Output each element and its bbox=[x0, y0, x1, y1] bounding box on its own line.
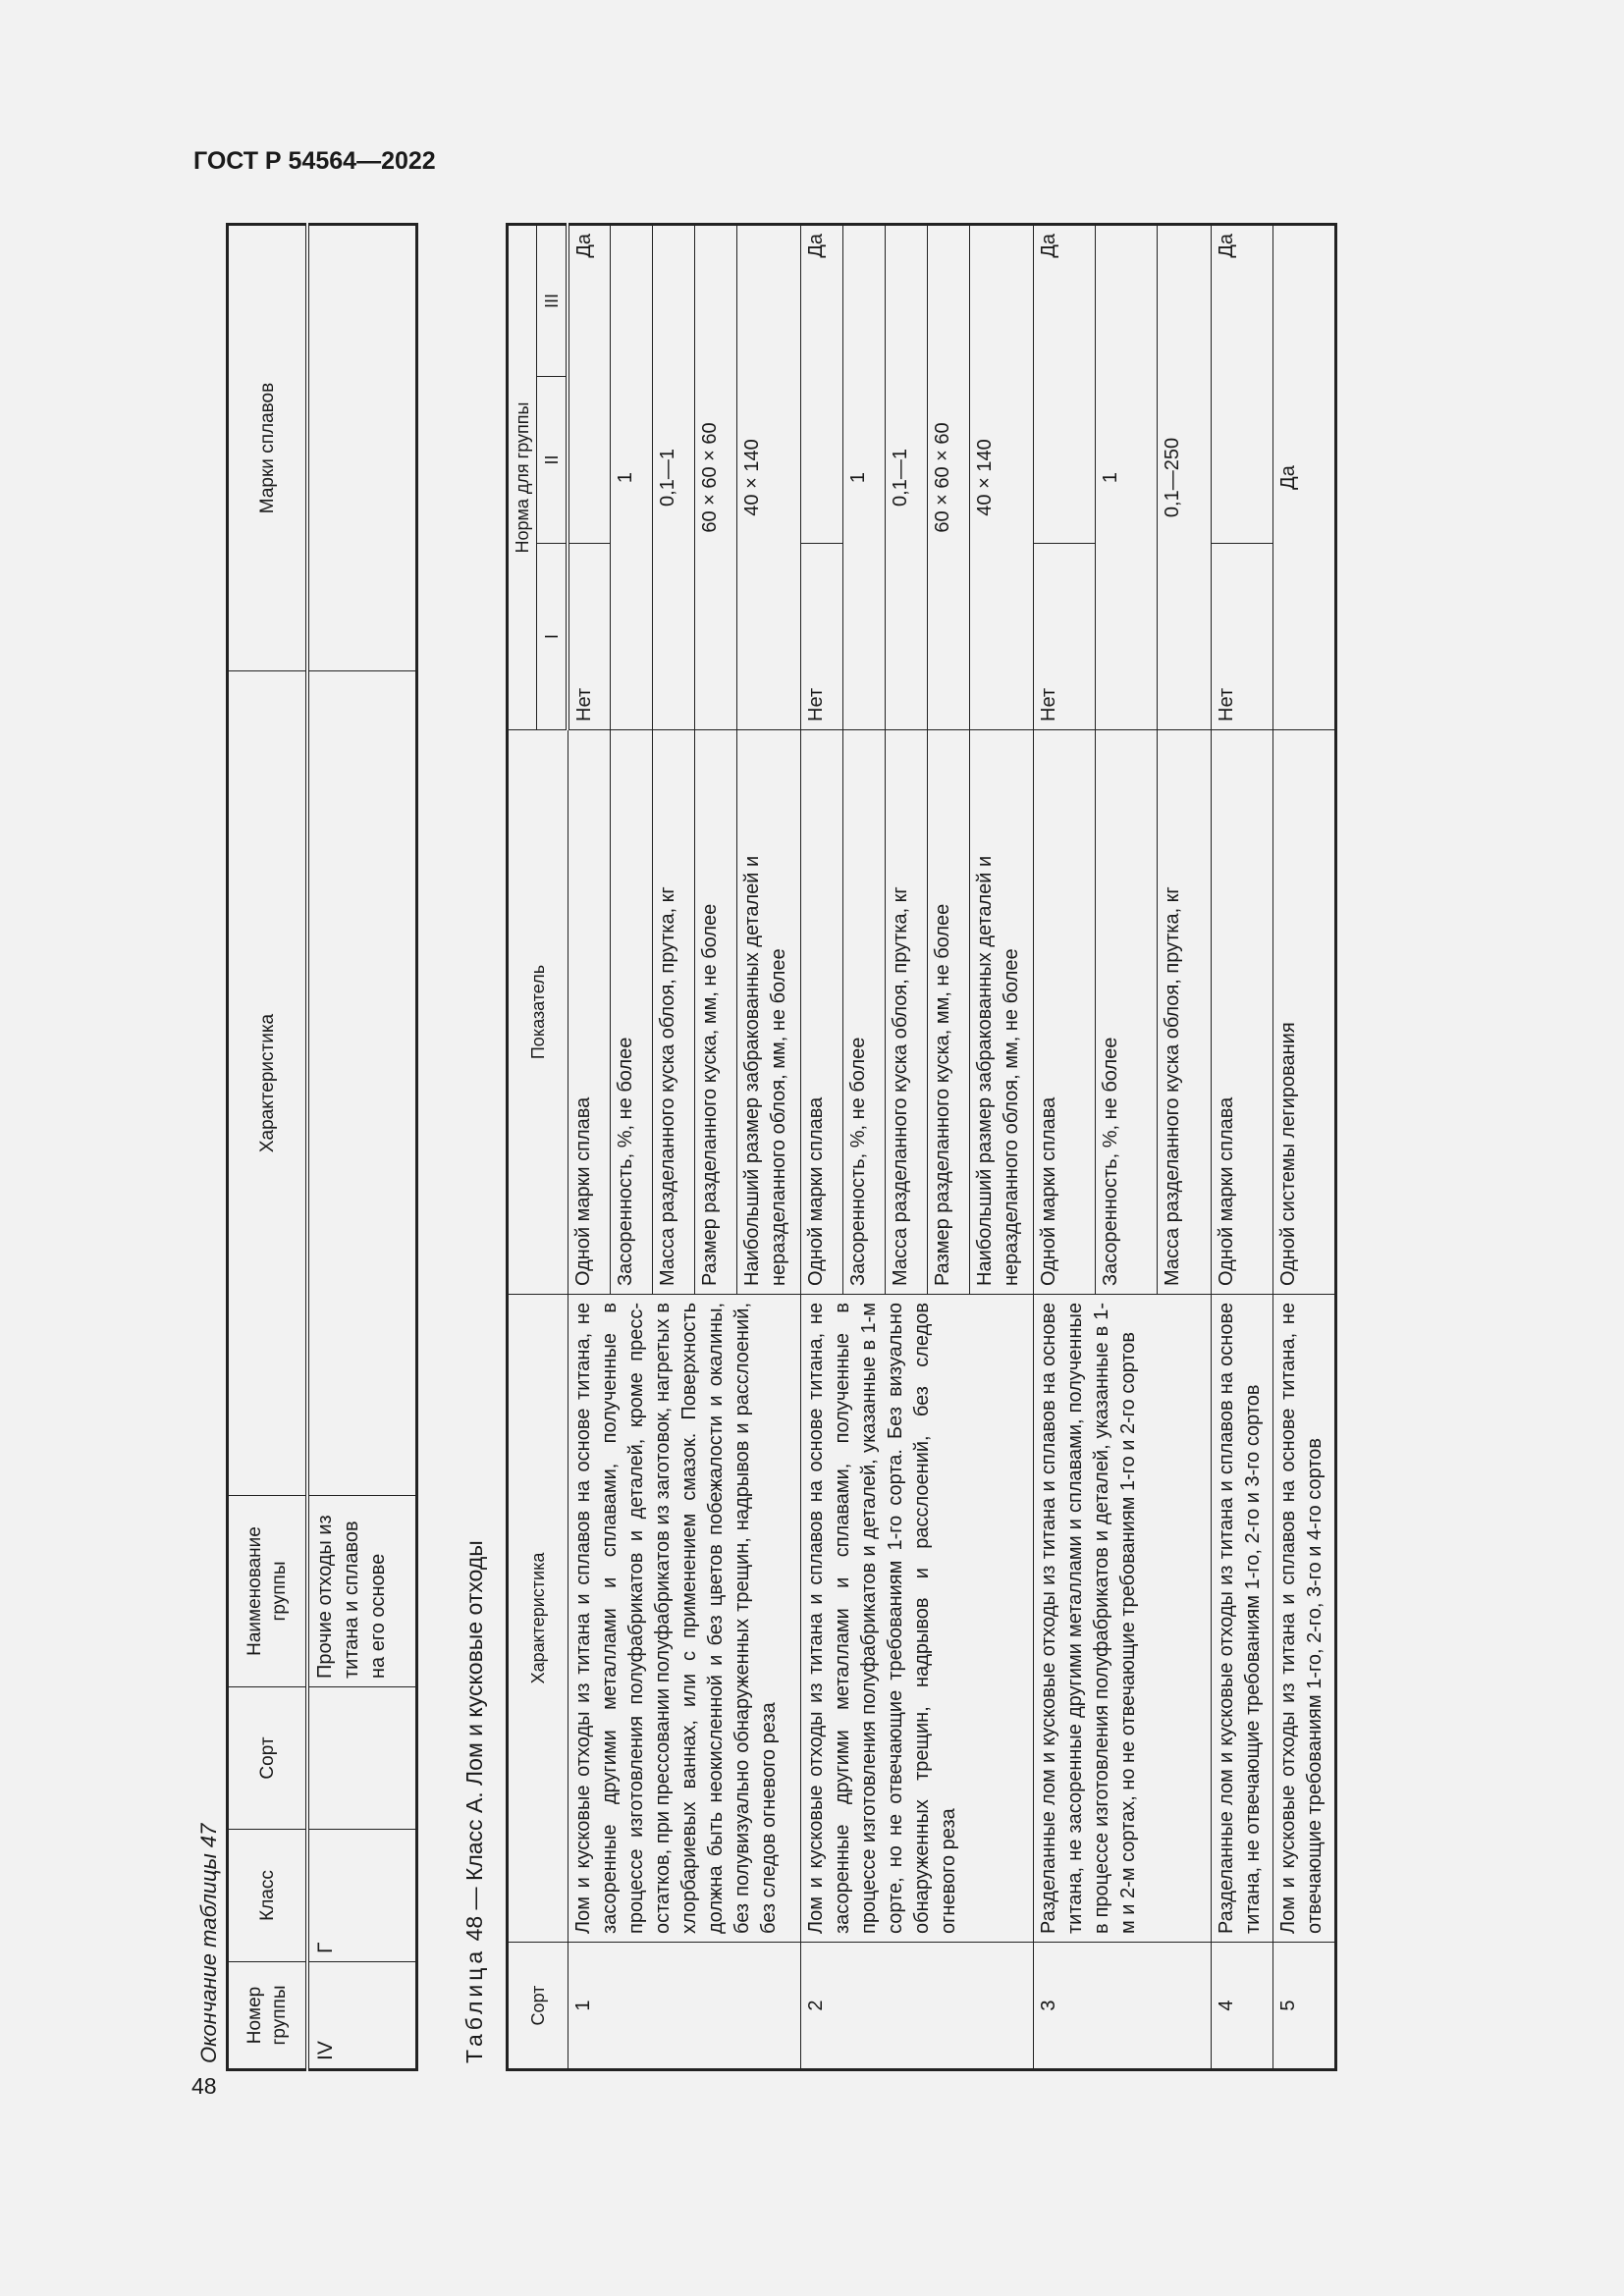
t47-header-class: Класс bbox=[228, 1830, 308, 1962]
t48-r1-val-5: 40 × 140 bbox=[736, 225, 800, 730]
rotated-content bbox=[196, 226, 1414, 2071]
table48-caption-text: 48 — Класс А. Лом и кусковые отходы bbox=[461, 1540, 487, 1942]
table48-caption-prefix: Таблица bbox=[461, 1947, 487, 2063]
t48-r2-ind-4: Размер разделанного куска, мм, не более bbox=[927, 730, 969, 1295]
t48-r3-ind-1: Одной марки сплава bbox=[1033, 730, 1095, 1295]
t48-sort-2: 2 bbox=[800, 1943, 1033, 2070]
t48-r3-g1: Нет bbox=[1033, 544, 1095, 730]
t48-r1-g23: Да bbox=[568, 225, 610, 544]
t48-r2-val-5: 40 × 140 bbox=[969, 225, 1033, 730]
t48-header-sort: Сорт bbox=[508, 1943, 568, 2070]
t48-r1-ind-5: Наибольший размер забракованных деталей и неразделанного облоя, мм, не более bbox=[736, 730, 800, 1295]
t48-char-4: Разделанные лом и кусковые отходы из титана и сплавов на основе титана, не отвечающие требованиям 1-го, 2-го и 3-го сортов bbox=[1211, 1295, 1272, 1943]
t48-sort-5: 5 bbox=[1272, 1943, 1335, 2070]
t47-header-group-name: Наименование группы bbox=[228, 1496, 308, 1687]
t48-r2-ind-3: Масса разделанного куска облоя, прутка, кг bbox=[885, 730, 927, 1295]
t47-cell-group-no: IV bbox=[307, 1962, 417, 2070]
t47-cell-characteristic bbox=[307, 671, 417, 1496]
t48-r2-ind-5: Наибольший размер забракованных деталей и неразделанного облоя, мм, не более bbox=[969, 730, 1033, 1295]
t48-r4-ind-1: Одной марки сплава bbox=[1211, 730, 1272, 1295]
t48-char-2: Лом и кусковые отходы из титана и сплавов на основе титана, не засоренные другими металлами и сплавами, полученные в процессе изготовления полуфабрикатов и деталей, указанные в 1-м сорте, но не отвечающие требованиям 1-го сорта. Без визуально обнаруженных трещин, надрывов и расслоений, без следов огневого реза bbox=[800, 1295, 1033, 1943]
t48-r1-ind-2: Засоренность, %, не более bbox=[610, 730, 652, 1295]
table47 bbox=[226, 223, 418, 2071]
t48-header-indicator: Показатель bbox=[508, 730, 568, 1295]
t47-header-characteristic: Характеристика bbox=[228, 671, 308, 1496]
t48-sort-3: 3 bbox=[1033, 1943, 1211, 2070]
t48-r1-g1: Нет bbox=[568, 544, 610, 730]
t48-r1-val-3: 0,1—1 bbox=[652, 225, 694, 730]
t48-r3-val-3: 0,1—250 bbox=[1157, 225, 1211, 730]
t48-r2-val-3: 0,1—1 bbox=[885, 225, 927, 730]
table48-caption bbox=[461, 1540, 488, 2063]
t48-r3-val-2: 1 bbox=[1095, 225, 1157, 730]
t48-header-g3: III bbox=[537, 225, 568, 377]
t48-header-characteristic: Характеристика bbox=[508, 1295, 568, 1943]
t47-cell-group-name: Прочие отходы из титана и сплавов на его основе bbox=[307, 1496, 417, 1687]
t48-r4-g1: Нет bbox=[1211, 544, 1272, 730]
t48-r2-ind-1: Одной марки сплава bbox=[800, 730, 842, 1295]
t47-header-alloys: Марки сплавов bbox=[228, 225, 308, 671]
t47-cell-sort bbox=[307, 1687, 417, 1830]
t48-r2-g1: Нет bbox=[800, 544, 842, 730]
table47-caption: Окончание таблицы 47 bbox=[196, 1823, 221, 2063]
t48-r4-g23: Да bbox=[1211, 225, 1272, 544]
t48-r3-g23: Да bbox=[1033, 225, 1095, 544]
t48-r1-ind-1: Одной марки сплава bbox=[568, 730, 610, 1295]
t48-header-g1: I bbox=[537, 544, 568, 730]
t48-r2-g23: Да bbox=[800, 225, 842, 544]
t48-r2-val-4: 60 × 60 × 60 bbox=[927, 225, 969, 730]
t48-sort-1: 1 bbox=[568, 1943, 800, 2070]
table48 bbox=[506, 223, 1337, 2071]
t48-r1-ind-3: Масса разделанного куска облоя, прутка, кг bbox=[652, 730, 694, 1295]
t48-r5-ind-1: Одной системы легирования bbox=[1272, 730, 1335, 1295]
t48-r1-ind-4: Размер разделанного куска, мм, не более bbox=[694, 730, 736, 1295]
t48-char-1: Лом и кусковые отходы из титана и сплавов на основе титана, не засоренные другими металлами и сплавами, полученные в процессе изготовления полуфабрикатов и деталей, кроме пресс-остатков, при прессовании полуфабрикатов из заготовок, нагретых в хлорбариевых ваннах, или с применением смазок. Поверхность должна быть неокисленной и без цветов побежалости и окалины, без полувизуально обнаруженных трещин, надрывов и расслоений, без следов огневого реза bbox=[568, 1295, 800, 1943]
t48-r1-val-2: 1 bbox=[610, 225, 652, 730]
t48-r1-val-4: 60 × 60 × 60 bbox=[694, 225, 736, 730]
t48-r5-val-1: Да bbox=[1272, 225, 1335, 730]
t48-header-g2: II bbox=[537, 377, 568, 544]
t48-r3-ind-3: Масса разделанного куска облоя, прутка, кг bbox=[1157, 730, 1211, 1295]
t48-sort-4: 4 bbox=[1211, 1943, 1272, 2070]
t48-header-norm: Норма для группы bbox=[508, 225, 537, 730]
t48-char-5: Лом и кусковые отходы из титана и сплавов на основе титана, не отвечающие требованиям 1-го, 2-го, 3-го и 4-го сортов bbox=[1272, 1295, 1335, 1943]
t48-r3-ind-2: Засоренность, %, не более bbox=[1095, 730, 1157, 1295]
t47-header-sort: Сорт bbox=[228, 1687, 308, 1830]
t47-cell-alloys bbox=[307, 225, 417, 671]
t48-char-3: Разделанные лом и кусковые отходы из титана и сплавов на основе титана, не засоренные другими металлами и сплавами, полученные в процессе изготовления полуфабрикатов и деталей, указанные в 1-м и 2-м сортах, но не отвечающие требованиям 1-го и 2-го сортов bbox=[1033, 1295, 1211, 1943]
t47-cell-class: Г bbox=[307, 1830, 417, 1962]
t48-r2-ind-2: Засоренность, %, не более bbox=[842, 730, 885, 1295]
page-number: 48 bbox=[191, 2073, 217, 2099]
document-header: ГОСТ Р 54564—2022 bbox=[193, 147, 436, 175]
t48-r2-val-2: 1 bbox=[842, 225, 885, 730]
t47-header-group-no: Номер группы bbox=[228, 1962, 308, 2070]
